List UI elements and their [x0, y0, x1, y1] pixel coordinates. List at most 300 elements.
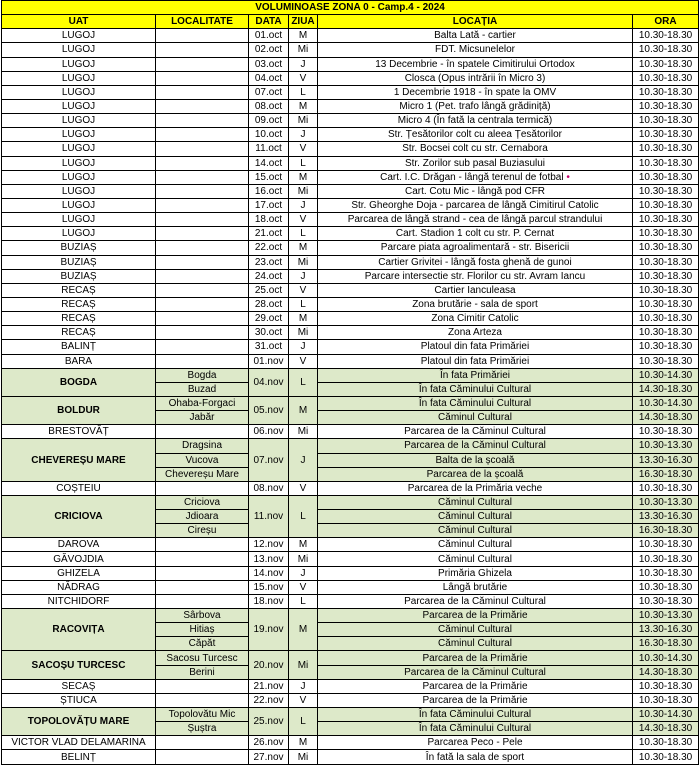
hours-cell: 10.30-18.30 [633, 85, 699, 99]
localitate-cell [156, 85, 249, 99]
date-cell: 29.oct [249, 312, 289, 326]
uat-group-cell: CRICIOVA [2, 495, 156, 537]
location-cell: Căminul Cultural [318, 524, 633, 538]
location-cell: În fata Căminului Cultural [318, 382, 633, 396]
marker-dot-icon: • [563, 171, 570, 183]
table-row [2, 552, 699, 566]
hours-cell: 10.30-18.30 [633, 354, 699, 368]
day-cell: Mi [289, 114, 318, 128]
date-cell: 30.oct [249, 326, 289, 340]
date-cell: 02.oct [249, 43, 289, 57]
localitate-cell: Buzad [156, 382, 249, 396]
localitate-cell: Căpăt [156, 637, 249, 651]
table-row [2, 312, 699, 326]
location-cell: Parcarea de la școală [318, 467, 633, 481]
title-row [2, 1, 699, 15]
localitate-cell: Hitiaș [156, 623, 249, 637]
hours-cell: 10.30-18.30 [633, 43, 699, 57]
day-cell: J [289, 128, 318, 142]
uat-cell: COȘTEIU [2, 481, 156, 495]
day-cell: J [289, 57, 318, 71]
hours-cell: 10.30-18.30 [633, 736, 699, 750]
hours-cell: 10.30-18.30 [633, 114, 699, 128]
location-cell: Parcarea de la Primărie [318, 609, 633, 623]
date-cell: 15.nov [249, 580, 289, 594]
hours-cell: 10.30-13.30 [633, 609, 699, 623]
table-row [2, 170, 699, 184]
hours-cell: 10.30-14.30 [633, 651, 699, 665]
day-cell: L [289, 85, 318, 99]
localitate-cell [156, 29, 249, 43]
date-cell: 11.oct [249, 142, 289, 156]
day-cell: V [289, 142, 318, 156]
date-cell: 04.oct [249, 71, 289, 85]
table-row [2, 241, 699, 255]
hours-cell: 10.30-18.30 [633, 679, 699, 693]
table-row [2, 354, 699, 368]
hours-cell: 10.30-14.30 [633, 396, 699, 410]
day-cell: M [289, 99, 318, 113]
localitate-cell [156, 170, 249, 184]
hours-cell: 10.30-18.30 [633, 538, 699, 552]
localitate-cell [156, 425, 249, 439]
uat-cell: NITCHIDORF [2, 594, 156, 608]
table-row [2, 651, 699, 665]
hours-cell: 10.30-18.30 [633, 227, 699, 241]
location-cell: Micro 1 (Pet. trafo lângă grădiniță) [318, 99, 633, 113]
uat-cell: LUGOJ [2, 71, 156, 85]
localitate-cell: Topolovătu Mic [156, 708, 249, 722]
date-cell: 22.oct [249, 241, 289, 255]
localitate-cell [156, 566, 249, 580]
table-row [2, 71, 699, 85]
location-cell: În fata Căminului Cultural [318, 396, 633, 410]
day-cell: L [289, 594, 318, 608]
location-cell: Parcare piata agroalimentară - str. Bisericii [318, 241, 633, 255]
day-cell: Mi [289, 184, 318, 198]
hours-cell: 14.30-18.30 [633, 411, 699, 425]
localitate-cell [156, 736, 249, 750]
hours-cell: 10.30-18.30 [633, 156, 699, 170]
uat-cell: RECAȘ [2, 283, 156, 297]
location-cell: Căminul Cultural [318, 637, 633, 651]
localitate-cell [156, 312, 249, 326]
table-row [2, 566, 699, 580]
date-cell: 13.nov [249, 552, 289, 566]
uat-cell: BUZIAȘ [2, 255, 156, 269]
localitate-cell [156, 750, 249, 764]
day-cell: M [289, 396, 318, 424]
uat-cell: LUGOJ [2, 85, 156, 99]
hours-cell: 10.30-18.30 [633, 29, 699, 43]
date-cell: 16.oct [249, 184, 289, 198]
day-cell: V [289, 693, 318, 707]
hours-cell: 10.30-18.30 [633, 269, 699, 283]
hours-cell: 10.30-18.30 [633, 142, 699, 156]
date-cell: 10.oct [249, 128, 289, 142]
uat-cell: LUGOJ [2, 198, 156, 212]
hours-cell: 10.30-13.30 [633, 439, 699, 453]
hours-cell: 10.30-18.30 [633, 128, 699, 142]
hours-cell: 13.30-16.30 [633, 453, 699, 467]
hours-cell: 10.30-18.30 [633, 198, 699, 212]
location-cell: Cart. Stadion 1 colt cu str. P. Cernat [318, 227, 633, 241]
location-cell: Parcarea de lângă strand - cea de lângă parcul strandului [318, 213, 633, 227]
localitate-cell: Criciova [156, 495, 249, 509]
localitate-cell [156, 340, 249, 354]
location-cell: Zona brutărie - sala de sport [318, 297, 633, 311]
table-row [2, 679, 699, 693]
day-cell: Mi [289, 651, 318, 679]
uat-cell: LUGOJ [2, 170, 156, 184]
uat-cell: LUGOJ [2, 99, 156, 113]
hours-cell: 10.30-18.30 [633, 184, 699, 198]
uat-cell: LUGOJ [2, 128, 156, 142]
location-cell: 13 Decembrie - în spatele Cimitirului Ortodox [318, 57, 633, 71]
localitate-cell [156, 354, 249, 368]
uat-cell: NĂDRAG [2, 580, 156, 594]
table-title: VOLUMINOASE ZONA 0 - Camp.4 - 2024 [2, 1, 699, 15]
table-row [2, 693, 699, 707]
uat-cell: LUGOJ [2, 213, 156, 227]
uat-cell: LUGOJ [2, 184, 156, 198]
day-cell: M [289, 312, 318, 326]
localitate-cell: Vucova [156, 453, 249, 467]
day-cell: V [289, 354, 318, 368]
hours-cell: 14.30-18.30 [633, 382, 699, 396]
hours-cell: 10.30-18.30 [633, 340, 699, 354]
date-cell: 12.nov [249, 538, 289, 552]
localitate-cell [156, 594, 249, 608]
date-cell: 11.nov [249, 495, 289, 537]
table-row [2, 297, 699, 311]
date-cell: 04.nov [249, 368, 289, 396]
localitate-cell [156, 184, 249, 198]
localitate-cell: Ohaba-Forgaci [156, 396, 249, 410]
date-cell: 28.oct [249, 297, 289, 311]
day-cell: J [289, 198, 318, 212]
header-ora: ORA [633, 15, 699, 29]
localitate-cell [156, 128, 249, 142]
day-cell: L [289, 495, 318, 537]
localitate-cell [156, 679, 249, 693]
date-cell: 14.nov [249, 566, 289, 580]
uat-cell: GĂVOJDIA [2, 552, 156, 566]
location-cell: Parcarea de la Primărie [318, 693, 633, 707]
location-cell: Căminul Cultural [318, 495, 633, 509]
localitate-cell [156, 481, 249, 495]
day-cell: Mi [289, 43, 318, 57]
date-cell: 21.nov [249, 679, 289, 693]
hours-cell: 10.30-18.30 [633, 99, 699, 113]
location-cell: În fată la sala de sport [318, 750, 633, 764]
date-cell: 01.oct [249, 29, 289, 43]
location-cell: Platoul din fata Primăriei [318, 354, 633, 368]
date-cell: 18.oct [249, 213, 289, 227]
date-cell: 23.oct [249, 255, 289, 269]
day-cell: M [289, 609, 318, 651]
location-cell: Str. Zorilor sub pasal Buziasului [318, 156, 633, 170]
localitate-cell [156, 326, 249, 340]
location-cell: Closca (Opus intrării în Micro 3) [318, 71, 633, 85]
location-cell: Căminul Cultural [318, 538, 633, 552]
hours-cell: 10.30-14.30 [633, 368, 699, 382]
hours-cell: 14.30-18.30 [633, 665, 699, 679]
table-row [2, 85, 699, 99]
day-cell: J [289, 439, 318, 481]
location-cell: Lângă brutărie [318, 580, 633, 594]
date-cell: 25.nov [249, 708, 289, 736]
header-row [2, 15, 699, 29]
date-cell: 31.oct [249, 340, 289, 354]
location-cell: Micro 4 (În fată la centrala termică) [318, 114, 633, 128]
day-cell: L [289, 708, 318, 736]
date-cell: 19.nov [249, 609, 289, 651]
uat-group-cell: TOPOLOVĂȚU MARE [2, 708, 156, 736]
date-cell: 08.oct [249, 99, 289, 113]
hours-cell: 16.30-18.30 [633, 524, 699, 538]
table-row [2, 481, 699, 495]
uat-cell: DAROVA [2, 538, 156, 552]
localitate-cell: Cireșu [156, 524, 249, 538]
hours-cell: 10.30-18.30 [633, 255, 699, 269]
table-row [2, 114, 699, 128]
localitate-cell [156, 142, 249, 156]
date-cell: 15.oct [249, 170, 289, 184]
table-row [2, 57, 699, 71]
location-cell: Zona Cimitir Catolic [318, 312, 633, 326]
location-cell: Cartier Grivitei - lângă fosta ghenă de gunoi [318, 255, 633, 269]
date-cell: 26.nov [249, 736, 289, 750]
table-row [2, 538, 699, 552]
location-cell: 1 Decembrie 1918 - în spate la OMV [318, 85, 633, 99]
uat-cell: LUGOJ [2, 114, 156, 128]
table-row [2, 750, 699, 764]
localitate-cell [156, 283, 249, 297]
day-cell: V [289, 213, 318, 227]
uat-group-cell: BOLDUR [2, 396, 156, 424]
uat-cell: BUZIAȘ [2, 269, 156, 283]
date-cell: 24.oct [249, 269, 289, 283]
location-cell: Str. Țesătorilor colt cu aleea Țesătorilor [318, 128, 633, 142]
date-cell: 06.nov [249, 425, 289, 439]
location-cell: Parcarea de la Primărie [318, 679, 633, 693]
day-cell: J [289, 679, 318, 693]
day-cell: J [289, 340, 318, 354]
location-cell: În fata Primăriei [318, 368, 633, 382]
uat-cell: BELINȚ [2, 750, 156, 764]
location-cell: Căminul Cultural [318, 411, 633, 425]
localitate-cell [156, 241, 249, 255]
localitate-cell: Bogda [156, 368, 249, 382]
day-cell: L [289, 368, 318, 396]
uat-group-cell: BOGDA [2, 368, 156, 396]
table-row [2, 128, 699, 142]
hours-cell: 13.30-16.30 [633, 623, 699, 637]
day-cell: M [289, 29, 318, 43]
table-row [2, 184, 699, 198]
localitate-cell: Șuștra [156, 722, 249, 736]
hours-cell: 10.30-18.30 [633, 241, 699, 255]
hours-cell: 13.30-16.30 [633, 510, 699, 524]
day-cell: M [289, 538, 318, 552]
hours-cell: 16.30-18.30 [633, 467, 699, 481]
location-cell: Căminul Cultural [318, 552, 633, 566]
uat-cell: LUGOJ [2, 57, 156, 71]
table-row [2, 396, 699, 410]
day-cell: M [289, 736, 318, 750]
table-row [2, 142, 699, 156]
localitate-cell [156, 227, 249, 241]
day-cell: V [289, 71, 318, 85]
location-cell: Cartier Ianculeasa [318, 283, 633, 297]
uat-group-cell: CHEVEREȘU MARE [2, 439, 156, 481]
hours-cell: 14.30-18.30 [633, 722, 699, 736]
date-cell: 09.oct [249, 114, 289, 128]
date-cell: 08.nov [249, 481, 289, 495]
hours-cell: 10.30-18.30 [633, 297, 699, 311]
location-cell: Str. Bocsei colt cu str. Cernabora [318, 142, 633, 156]
table-row [2, 99, 699, 113]
table-row [2, 29, 699, 43]
uat-cell: GHIZELA [2, 566, 156, 580]
table-row [2, 580, 699, 594]
uat-cell: LUGOJ [2, 43, 156, 57]
localitate-cell: Chevereșu Mare [156, 467, 249, 481]
location-cell: Platoul din fata Primăriei [318, 340, 633, 354]
localitate-cell [156, 156, 249, 170]
table-row [2, 425, 699, 439]
header-data: DATA [249, 15, 289, 29]
hours-cell: 10.30-18.30 [633, 580, 699, 594]
location-cell: Balta Lată - cartier [318, 29, 633, 43]
day-cell: L [289, 297, 318, 311]
date-cell: 22.nov [249, 693, 289, 707]
date-cell: 07.nov [249, 439, 289, 481]
header-localitate: LOCALITATE [156, 15, 249, 29]
day-cell: Mi [289, 750, 318, 764]
date-cell: 25.oct [249, 283, 289, 297]
date-cell: 27.nov [249, 750, 289, 764]
table-row [2, 708, 699, 722]
location-cell: Căminul Cultural [318, 623, 633, 637]
table-row [2, 227, 699, 241]
hours-cell: 10.30-18.30 [633, 566, 699, 580]
location-cell: Parcarea de la Primăria veche [318, 481, 633, 495]
uat-cell: RECAȘ [2, 326, 156, 340]
localitate-cell: Jabăr [156, 411, 249, 425]
localitate-cell: Sârbova [156, 609, 249, 623]
date-cell: 05.nov [249, 396, 289, 424]
table-row [2, 283, 699, 297]
uat-cell: BARA [2, 354, 156, 368]
location-cell: Parcarea Peco - Pele [318, 736, 633, 750]
uat-cell: LUGOJ [2, 29, 156, 43]
uat-cell: BRESTOVĂȚ [2, 425, 156, 439]
date-cell: 14.oct [249, 156, 289, 170]
date-cell: 07.oct [249, 85, 289, 99]
table-row [2, 213, 699, 227]
localitate-cell [156, 269, 249, 283]
table-row [2, 439, 699, 453]
localitate-cell [156, 198, 249, 212]
table-row [2, 736, 699, 750]
hours-cell: 10.30-18.30 [633, 594, 699, 608]
day-cell: Mi [289, 425, 318, 439]
location-cell: Cart. I.C. Drăgan - lângă terenul de fotbal • [318, 170, 633, 184]
localitate-cell [156, 580, 249, 594]
table-row [2, 368, 699, 382]
hours-cell: 10.30-18.30 [633, 425, 699, 439]
day-cell: J [289, 566, 318, 580]
location-cell: În fata Căminului Cultural [318, 708, 633, 722]
location-cell: Zona Arteza [318, 326, 633, 340]
table-row [2, 594, 699, 608]
location-cell: Parcarea de la Căminul Cultural [318, 439, 633, 453]
uat-cell: RECAȘ [2, 312, 156, 326]
localitate-cell [156, 114, 249, 128]
hours-cell: 10.30-18.30 [633, 213, 699, 227]
date-cell: 03.oct [249, 57, 289, 71]
localitate-cell [156, 552, 249, 566]
location-cell: Balta de la școală [318, 453, 633, 467]
day-cell: Mi [289, 326, 318, 340]
localitate-cell: Dragsina [156, 439, 249, 453]
schedule-table [1, 0, 699, 765]
date-cell: 20.nov [249, 651, 289, 679]
header-uat: UAT [2, 15, 156, 29]
location-cell: În fata Căminului Cultural [318, 722, 633, 736]
hours-cell: 10.30-18.30 [633, 170, 699, 184]
header-locatia: LOCAȚIA [318, 15, 633, 29]
uat-cell: BUZIAȘ [2, 241, 156, 255]
day-cell: M [289, 170, 318, 184]
day-cell: V [289, 283, 318, 297]
uat-cell: LUGOJ [2, 142, 156, 156]
hours-cell: 10.30-18.30 [633, 750, 699, 764]
location-cell: FDT. Micsunelelor [318, 43, 633, 57]
localitate-cell [156, 297, 249, 311]
localitate-cell [156, 57, 249, 71]
uat-cell: SECAȘ [2, 679, 156, 693]
hours-cell: 10.30-18.30 [633, 326, 699, 340]
location-cell: Parcarea de la Căminul Cultural [318, 594, 633, 608]
uat-group-cell: RACOVIȚA [2, 609, 156, 651]
day-cell: V [289, 580, 318, 594]
date-cell: 01.nov [249, 354, 289, 368]
uat-cell: LUGOJ [2, 156, 156, 170]
table-row [2, 326, 699, 340]
localitate-cell: Jdioara [156, 510, 249, 524]
location-cell: Cart. Cotu Mic - lângă pod CFR [318, 184, 633, 198]
localitate-cell: Berini [156, 665, 249, 679]
hours-cell: 10.30-18.30 [633, 71, 699, 85]
hours-cell: 16.30-18.30 [633, 637, 699, 651]
localitate-cell: Sacosu Turcesc [156, 651, 249, 665]
location-cell: Primăria Ghizela [318, 566, 633, 580]
hours-cell: 10.30-13.30 [633, 495, 699, 509]
table-row [2, 156, 699, 170]
day-cell: L [289, 156, 318, 170]
location-cell: Căminul Cultural [318, 510, 633, 524]
day-cell: J [289, 269, 318, 283]
location-cell: Parcarea de la Căminul Cultural [318, 425, 633, 439]
date-cell: 21.oct [249, 227, 289, 241]
localitate-cell [156, 538, 249, 552]
uat-group-cell: SACOȘU TURCESC [2, 651, 156, 679]
localitate-cell [156, 213, 249, 227]
location-cell: Parcarea de la Primărie [318, 651, 633, 665]
